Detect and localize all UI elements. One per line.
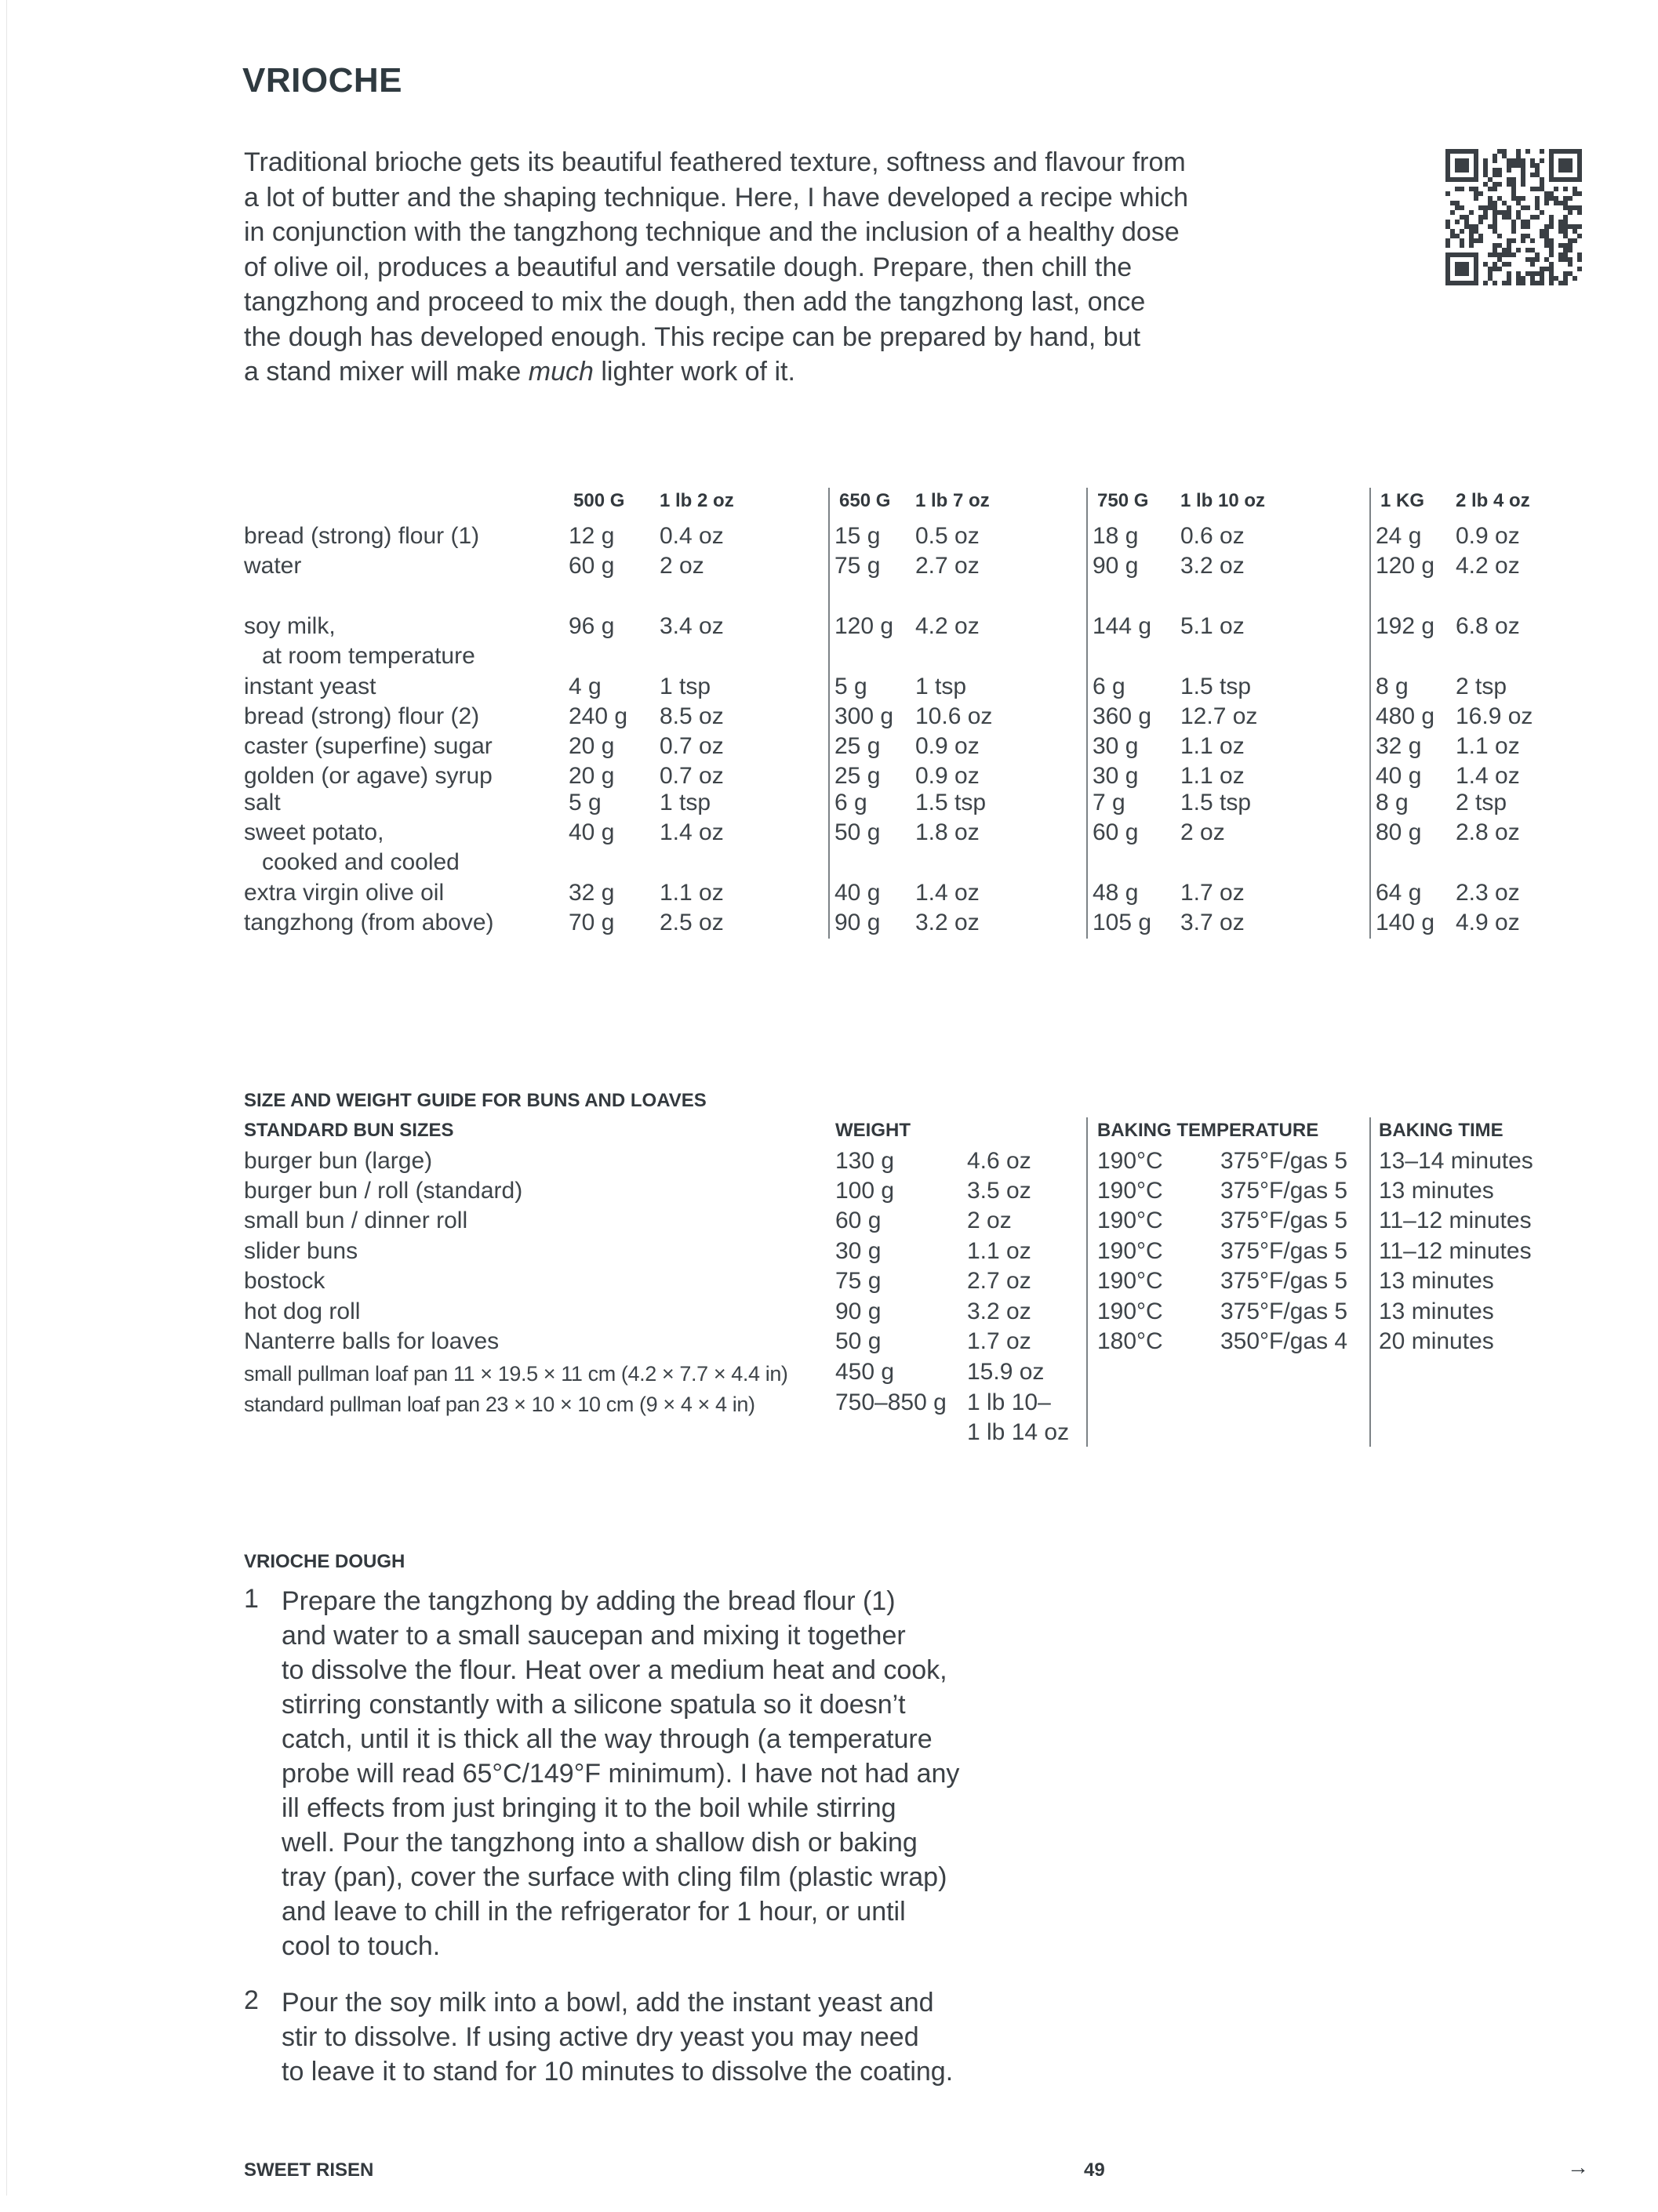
ingredient-imperial-value: 8.5 oz [660,703,724,729]
bun-weight-ounces: 1.1 oz [967,1238,1031,1264]
ingredient-metric-value: 6 g [834,790,867,815]
ingredient-metric-value: 12 g [569,523,615,549]
ingredient-metric-value: 7 g [1093,790,1125,815]
step-text [282,1985,1066,2089]
ingredient-imperial-value: 0.9 oz [915,733,980,759]
bun-weight-grams: 750–850 g [835,1389,947,1415]
column-divider [828,488,830,939]
baking-temp-fahrenheit-gas: 350°F/gas 4 [1220,1328,1348,1354]
ingredient-name: sweet potato, [244,819,384,845]
baking-temp-celsius: 190°C [1097,1178,1163,1204]
bun-weight-grams: 130 g [835,1148,895,1174]
baking-temp-celsius: 190°C [1097,1238,1163,1264]
bun-weight-ounces: 3.2 oz [967,1299,1031,1324]
ingredient-metric-value: 20 g [569,763,615,789]
baking-time: 13 minutes [1379,1178,1494,1204]
intro-text: lighter work of it. [593,357,795,387]
size-guide-header-weight: WEIGHT [835,1120,911,1141]
recipe-introduction [244,145,1287,390]
ingredient-imperial-value: 1.4 oz [660,819,724,845]
baking-time: 11–12 minutes [1379,1238,1532,1264]
ingredient-metric-value: 105 g [1093,910,1152,935]
page-number: 49 [1084,2159,1105,2181]
bun-weight-grams: 50 g [835,1328,882,1354]
column-divider [1369,1117,1371,1447]
ingredient-imperial-value: 1.4 oz [915,880,980,906]
ingredients-header-metric: 1 KG [1380,490,1425,511]
bun-weight-grams: 75 g [835,1268,882,1294]
ingredient-metric-value: 480 g [1376,703,1435,729]
ingredient-metric-value: 120 g [1376,553,1435,579]
ingredient-name: instant yeast [244,674,376,699]
ingredient-metric-value: 80 g [1376,819,1422,845]
ingredient-metric-value: 240 g [569,703,628,729]
step-line: Pour the soy milk into a bowl, add the instant yeast and [282,1988,934,2018]
step-line: stir to dissolve. If using active dry yeast you may need [282,2022,919,2052]
step-line: catch, until it is thick all the way through (a temperature [282,1724,933,1754]
ingredient-imperial-value: 3.7 oz [1180,910,1245,935]
ingredient-metric-value: 144 g [1093,613,1152,639]
ingredient-metric-value: 60 g [1093,819,1139,845]
intro-line: the dough has developed enough. This recipe can be prepared by hand, but [244,321,1141,352]
ingredient-metric-value: 15 g [834,523,881,549]
ingredient-imperial-value: 1.5 tsp [1180,674,1252,699]
ingredient-note: at room temperature [262,643,475,669]
baking-temp-celsius: 190°C [1097,1268,1163,1294]
ingredient-metric-value: 18 g [1093,523,1139,549]
ingredient-metric-value: 40 g [834,880,881,906]
ingredient-metric-value: 90 g [834,910,881,935]
ingredient-imperial-value: 1 tsp [660,790,711,815]
ingredients-header-metric: 500 G [573,490,625,511]
ingredient-note: cooked and cooled [262,849,460,875]
page-margin-line [6,0,7,2196]
bun-size-name: burger bun (large) [244,1148,433,1174]
ingredient-imperial-value: 1.5 tsp [915,790,987,815]
next-page-arrow-icon[interactable]: → [1567,2155,1589,2179]
ingredient-metric-value: 60 g [569,553,615,579]
ingredient-metric-value: 32 g [1376,733,1422,759]
ingredient-name: bread (strong) flour (2) [244,703,480,729]
bun-weight-grams: 30 g [835,1238,882,1264]
ingredient-metric-value: 70 g [569,910,615,935]
step-line: and leave to chill in the refrigerator for 1 hour, or until [282,1897,906,1927]
baking-temp-celsius: 190°C [1097,1208,1163,1233]
ingredient-imperial-value: 1.5 tsp [1180,790,1252,815]
ingredient-metric-value: 8 g [1376,674,1409,699]
ingredients-header-metric: 650 G [839,490,891,511]
step-line: probe will read 65°C/149°F minimum). I have not had any [282,1759,960,1789]
ingredient-imperial-value: 16.9 oz [1456,703,1533,729]
intro-line: a lot of butter and the shaping technique. Here, I have developed a recipe which [244,182,1189,212]
step-line: to dissolve the flour. Heat over a medium heat and cook, [282,1655,947,1685]
ingredient-imperial-value: 1.1 oz [1456,733,1520,759]
ingredient-imperial-value: 1.1 oz [1180,763,1245,789]
ingredient-imperial-value: 2.7 oz [915,553,980,579]
bun-weight-ounces: 1 lb 14 oz [967,1419,1070,1445]
ingredient-imperial-value: 0.4 oz [660,523,724,549]
bun-size-name: burger bun / roll (standard) [244,1178,523,1204]
ingredient-imperial-value: 2 tsp [1456,674,1507,699]
ingredients-header-metric: 750 G [1097,490,1149,511]
ingredient-imperial-value: 12.7 oz [1180,703,1258,729]
ingredient-metric-value: 140 g [1376,910,1435,935]
ingredient-metric-value: 90 g [1093,553,1139,579]
qr-code-icon[interactable] [1443,149,1584,295]
ingredient-imperial-value: 1.4 oz [1456,763,1520,789]
bun-size-name: slider buns [244,1238,358,1264]
bun-weight-grams: 100 g [835,1178,895,1204]
ingredient-imperial-value: 4.2 oz [915,613,980,639]
baking-temp-fahrenheit-gas: 375°F/gas 5 [1220,1268,1348,1294]
ingredient-imperial-value: 2 oz [660,553,704,579]
ingredient-imperial-value: 1.8 oz [915,819,980,845]
bun-weight-ounces: 1.7 oz [967,1328,1031,1354]
ingredient-metric-value: 192 g [1376,613,1435,639]
ingredient-metric-value: 75 g [834,553,881,579]
ingredient-metric-value: 40 g [569,819,615,845]
bun-size-name: Nanterre balls for loaves [244,1328,500,1354]
ingredient-name: soy milk, [244,613,336,639]
baking-temp-fahrenheit-gas: 375°F/gas 5 [1220,1178,1348,1204]
step-line: to leave it to stand for 10 minutes to dissolve the coating. [282,2057,954,2087]
ingredient-imperial-value: 2.3 oz [1456,880,1520,906]
bun-weight-ounces: 1 lb 10– [967,1389,1051,1415]
method-title: VRIOCHE DOUGH [244,1551,405,1572]
recipe-title: VRIOCHE [242,61,402,100]
ingredient-name: water [244,553,302,579]
ingredient-imperial-value: 10.6 oz [915,703,993,729]
ingredient-metric-value: 40 g [1376,763,1422,789]
intro-line: tangzhong and proceed to mix the dough, then add the tangzhong last, once [244,287,1146,317]
step-number: 2 [244,1985,259,2015]
baking-time: 13 minutes [1379,1268,1494,1294]
baking-time: 13–14 minutes [1379,1148,1533,1174]
ingredient-imperial-value: 1.1 oz [1180,733,1245,759]
intro-line: in conjunction with the tangzhong technique and the inclusion of a healthy dose [244,217,1180,247]
ingredient-metric-value: 4 g [569,674,602,699]
column-divider [1369,488,1371,939]
ingredients-header-imperial: 1 lb 7 oz [915,490,990,511]
bun-size-name: bostock [244,1268,325,1294]
ingredient-metric-value: 5 g [569,790,602,815]
ingredient-metric-value: 8 g [1376,790,1409,815]
ingredient-metric-value: 25 g [834,733,881,759]
baking-temp-celsius: 190°C [1097,1148,1163,1174]
ingredient-name: salt [244,790,281,815]
ingredient-imperial-value: 1 tsp [915,674,967,699]
ingredient-imperial-value: 0.7 oz [660,733,724,759]
bun-weight-ounces: 15.9 oz [967,1359,1045,1385]
ingredient-imperial-value: 4.9 oz [1456,910,1520,935]
size-guide-header-size: STANDARD BUN SIZES [244,1120,454,1141]
ingredient-imperial-value: 6.8 oz [1456,613,1520,639]
ingredient-metric-value: 64 g [1376,880,1422,906]
bun-weight-grams: 60 g [835,1208,882,1233]
ingredients-header-imperial: 1 lb 10 oz [1180,490,1266,511]
baking-time: 11–12 minutes [1379,1208,1532,1233]
baking-temp-fahrenheit-gas: 375°F/gas 5 [1220,1238,1348,1264]
step-line: Prepare the tangzhong by adding the bread flour (1) [282,1586,896,1616]
intro-line: Traditional brioche gets its beautiful feathered texture, softness and flavour from [244,147,1186,177]
ingredient-imperial-value: 2.5 oz [660,910,724,935]
ingredient-metric-value: 30 g [1093,733,1139,759]
intro-emphasis: much [528,357,594,387]
bun-weight-ounces: 2 oz [967,1208,1012,1233]
intro-line: of olive oil, produces a beautiful and versatile dough. Prepare, then chill the [244,252,1133,282]
ingredient-imperial-value: 0.5 oz [915,523,980,549]
step-line: tray (pan), cover the surface with cling film (plastic wrap) [282,1862,947,1892]
bun-size-name: small pullman loaf pan 11 × 19.5 × 11 cm (4.2 × 7.7 × 4.4 in) [244,1362,788,1386]
ingredient-imperial-value: 0.9 oz [1456,523,1520,549]
ingredient-metric-value: 300 g [834,703,894,729]
bun-size-name: hot dog roll [244,1299,361,1324]
baking-temp-celsius: 180°C [1097,1328,1163,1354]
ingredient-metric-value: 6 g [1093,674,1125,699]
ingredient-metric-value: 25 g [834,763,881,789]
ingredient-metric-value: 50 g [834,819,881,845]
baking-time: 13 minutes [1379,1299,1494,1324]
ingredient-metric-value: 20 g [569,733,615,759]
ingredient-name: caster (superfine) sugar [244,733,493,759]
ingredient-metric-value: 48 g [1093,880,1139,906]
size-guide-header-temperature: BAKING TEMPERATURE [1097,1120,1319,1141]
ingredients-header-imperial: 1 lb 2 oz [660,490,734,511]
ingredient-metric-value: 5 g [834,674,867,699]
step-line: stirring constantly with a silicone spatula so it doesn’t [282,1690,906,1720]
footer-section-name: SWEET RISEN [244,2159,374,2181]
bun-weight-grams: 450 g [835,1359,895,1385]
baking-time: 20 minutes [1379,1328,1494,1354]
ingredient-imperial-value: 2 tsp [1456,790,1507,815]
step-line: well. Pour the tangzhong into a shallow dish or baking [282,1828,918,1858]
bun-size-name: standard pullman loaf pan 23 × 10 × 10 cm (9 × 4 × 4 in) [244,1393,755,1416]
bun-size-name: small bun / dinner roll [244,1208,468,1233]
ingredient-imperial-value: 1 tsp [660,674,711,699]
ingredient-imperial-value: 1.7 oz [1180,880,1245,906]
ingredient-imperial-value: 0.7 oz [660,763,724,789]
baking-temp-fahrenheit-gas: 375°F/gas 5 [1220,1299,1348,1324]
ingredient-imperial-value: 3.4 oz [660,613,724,639]
ingredient-metric-value: 24 g [1376,523,1422,549]
bun-weight-ounces: 3.5 oz [967,1178,1031,1204]
intro-text: a stand mixer will make [244,357,529,387]
ingredient-name: tangzhong (from above) [244,910,494,935]
step-number: 1 [244,1584,259,1614]
step-text [282,1584,1066,1963]
ingredient-name: bread (strong) flour (1) [244,523,480,549]
ingredient-metric-value: 32 g [569,880,615,906]
ingredient-name: extra virgin olive oil [244,880,445,906]
column-divider [1086,488,1088,939]
baking-temp-fahrenheit-gas: 375°F/gas 5 [1220,1148,1348,1174]
ingredient-imperial-value: 2 oz [1180,819,1225,845]
ingredients-header-imperial: 2 lb 4 oz [1456,490,1530,511]
size-guide-header-time: BAKING TIME [1379,1120,1503,1141]
ingredient-metric-value: 30 g [1093,763,1139,789]
step-line: ill effects from just bringing it to the boil while stirring [282,1793,896,1823]
ingredient-imperial-value: 3.2 oz [1180,553,1245,579]
ingredient-metric-value: 360 g [1093,703,1152,729]
bun-weight-ounces: 2.7 oz [967,1268,1031,1294]
ingredient-metric-value: 96 g [569,613,615,639]
ingredient-imperial-value: 3.2 oz [915,910,980,935]
ingredient-imperial-value: 1.1 oz [660,880,724,906]
intro-line [244,354,1287,390]
bun-weight-grams: 90 g [835,1299,882,1324]
ingredient-name: golden (or agave) syrup [244,763,493,789]
step-line: cool to touch. [282,1931,441,1961]
step-line: and water to a small saucepan and mixing it together [282,1621,906,1651]
ingredient-metric-value: 120 g [834,613,894,639]
ingredient-imperial-value: 5.1 oz [1180,613,1245,639]
column-divider [1086,1117,1088,1447]
ingredient-imperial-value: 4.2 oz [1456,553,1520,579]
ingredient-imperial-value: 0.6 oz [1180,523,1245,549]
size-guide-title: SIZE AND WEIGHT GUIDE FOR BUNS AND LOAVES [244,1090,707,1111]
baking-temp-fahrenheit-gas: 375°F/gas 5 [1220,1208,1348,1233]
bun-weight-ounces: 4.6 oz [967,1148,1031,1174]
baking-temp-celsius: 190°C [1097,1299,1163,1324]
ingredient-imperial-value: 2.8 oz [1456,819,1520,845]
ingredient-imperial-value: 0.9 oz [915,763,980,789]
